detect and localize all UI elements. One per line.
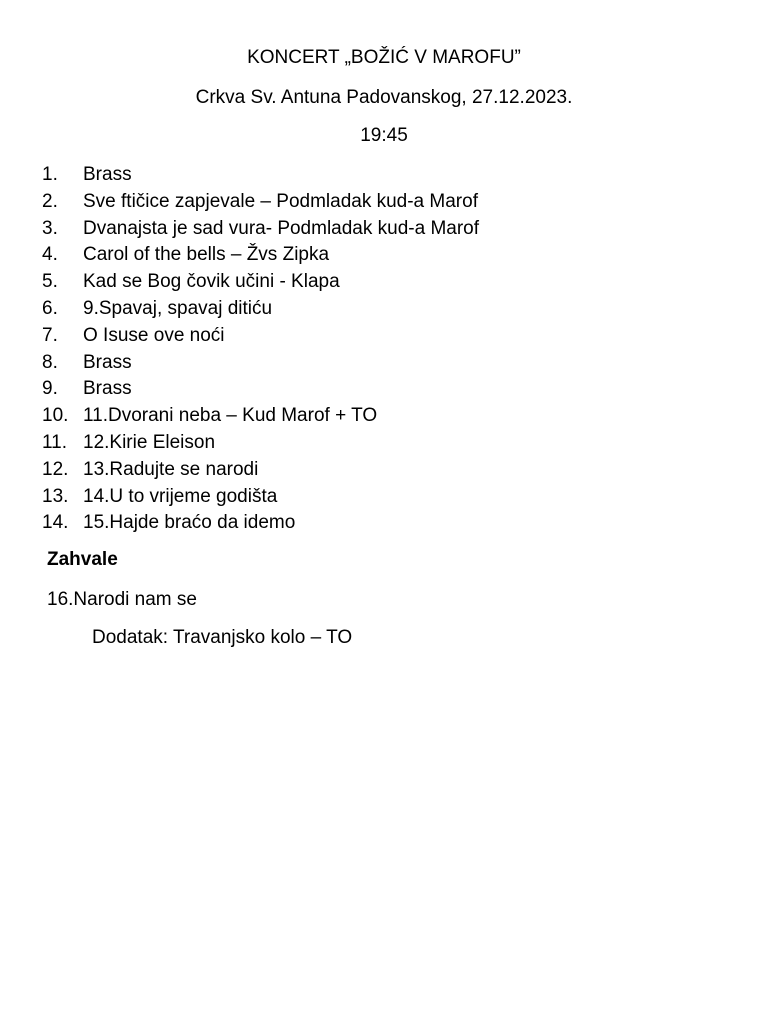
program-item (0, 510, 768, 537)
program-item-number: 10. (42, 405, 69, 427)
program-item (0, 376, 768, 403)
program-list (0, 162, 768, 537)
program-item-number: 3. (42, 217, 58, 239)
concert-title: KONCERT „BOŽIĆ V MAROFU” (247, 47, 521, 68)
program-item-text: 13.Radujte se narodi (83, 458, 259, 480)
program-item-number: 4. (42, 244, 58, 266)
program-item-text: 11.Dvorani neba – Kud Marof + TO (83, 405, 378, 427)
thanks-heading: Zahvale (47, 549, 118, 570)
program-item (0, 189, 768, 216)
program-item-text: Sve ftičice zapjevale – Podmladak kud-a Marof (83, 190, 478, 212)
concert-venue-date: Crkva Sv. Antuna Padovanskog, 27.12.2023. (195, 87, 573, 108)
program-item-text: Brass (83, 351, 132, 373)
program-item (0, 430, 768, 457)
program-item-number: 1. (42, 164, 58, 185)
program-item (0, 296, 768, 323)
encore-note: Dodatak: Travanjsko kolo – TO (92, 627, 353, 648)
program-item-number: 5. (42, 271, 58, 293)
program-item-number: 13. (42, 485, 69, 507)
program-item-text: Brass (83, 164, 132, 185)
program-item-text: 15.Hajde braćo da idemo (83, 512, 296, 534)
program-item-text: 12.Kirie Eleison (83, 431, 216, 453)
program-item-text: 14.U to vrijeme godišta (83, 485, 278, 507)
program-item (0, 457, 768, 484)
program-item (0, 269, 768, 296)
program-item (0, 323, 768, 350)
program-item-number: 9. (42, 378, 58, 400)
program-item (0, 484, 768, 511)
concert-time: 19:45 (360, 125, 408, 146)
program-item (0, 403, 768, 430)
program-item-text: Dvanajsta je sad vura- Podmladak kud-a Marof (83, 217, 480, 239)
program-item-number: 11. (42, 431, 68, 453)
program-item-text: 9.Spavaj, spavaj ditiću (83, 297, 273, 319)
program-item-number: 7. (42, 324, 58, 346)
program-item (0, 162, 768, 189)
program-item-number: 14. (42, 512, 69, 534)
program-item (0, 216, 768, 243)
program-item-number: 2. (42, 190, 58, 212)
program-item-number: 8. (42, 351, 58, 373)
program-item-number: 12. (42, 458, 69, 480)
program-item-text: Brass (83, 378, 132, 400)
program-item-number: 6. (42, 297, 58, 319)
closing-song: 16.Narodi nam se (47, 589, 197, 610)
program-item-text: O Isuse ove noći (83, 324, 225, 346)
program-item (0, 350, 768, 377)
program-item-text: Kad se Bog čovik učini - Klapa (83, 271, 340, 293)
program-item (0, 242, 768, 269)
program-item-text: Carol of the bells – Žvs Zipka (83, 244, 330, 266)
